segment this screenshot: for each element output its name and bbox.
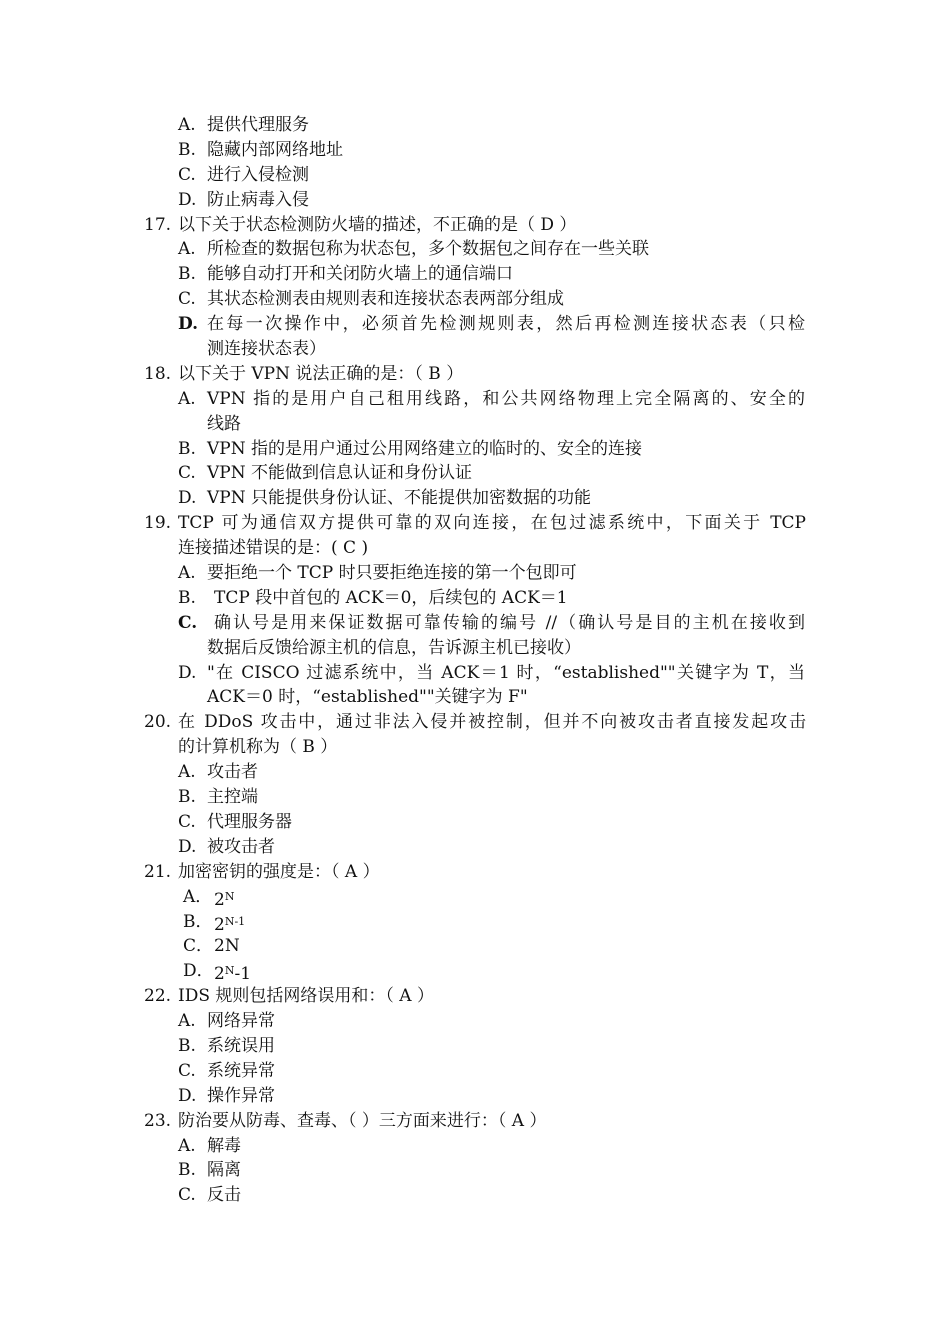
option-text: VPN 只能提供身份认证、不能提供加密数据的功能 bbox=[207, 488, 591, 509]
option-text: 网络异常 bbox=[207, 1011, 275, 1032]
option-letter: A. bbox=[178, 1011, 196, 1032]
option-letter: D. bbox=[178, 189, 197, 210]
option-line bbox=[0, 611, 950, 636]
option-line bbox=[0, 1134, 950, 1159]
option-line bbox=[0, 785, 950, 810]
formula-base: 2 bbox=[214, 914, 225, 935]
formula-base: 2 bbox=[214, 964, 225, 985]
option-letter: C. bbox=[178, 289, 196, 310]
option-line bbox=[0, 910, 950, 935]
option-line bbox=[0, 885, 950, 910]
option-text: 在每一次操作中，必须首先检测规则表，然后再检测连接状态表（只检 bbox=[207, 314, 805, 335]
question-text: TCP 可为通信双方提供可靠的双向连接，在包过滤系统中，下面关于 TCP bbox=[178, 513, 806, 534]
option-text: VPN 指的是用户通过公用网络建立的临时的、安全的连接 bbox=[207, 438, 642, 459]
option-text: 所检查的数据包称为状态包，多个数据包之间存在一些关联 bbox=[207, 239, 649, 260]
question-21 bbox=[0, 860, 950, 885]
option-text: 代理服务器 bbox=[207, 811, 292, 832]
question-number: 23. bbox=[144, 1110, 172, 1131]
document-page bbox=[0, 113, 950, 1208]
option-line bbox=[0, 1059, 950, 1084]
option-letter: B. bbox=[178, 787, 196, 808]
option-letter: B. bbox=[178, 1035, 196, 1056]
option-line bbox=[0, 486, 950, 511]
option-text: 隐藏内部网络地址 bbox=[207, 139, 343, 160]
option-text: 隔离 bbox=[207, 1160, 241, 1181]
option-letter: C. bbox=[178, 1060, 196, 1081]
option-letter: A. bbox=[178, 1135, 196, 1156]
option-line bbox=[0, 163, 950, 188]
option-letter: D. bbox=[178, 662, 197, 683]
option-line bbox=[0, 287, 950, 312]
option-line bbox=[0, 387, 950, 412]
option-text: 主控端 bbox=[207, 787, 258, 808]
option-letter: A． bbox=[183, 886, 213, 907]
question-text: 以下关于 VPN 说法正确的是：（ B ） bbox=[178, 363, 464, 384]
question-19 bbox=[0, 511, 950, 536]
question-text: IDS 规则包括网络误用和：（ A ） bbox=[178, 986, 434, 1007]
question-text: 在 DDoS 攻击中，通过非法入侵并被控制，但并不向被攻击者直接发起攻击 bbox=[178, 712, 806, 733]
question-text: 加密密钥的强度是：（ A ） bbox=[178, 861, 380, 882]
option-line bbox=[0, 237, 950, 262]
option-formula bbox=[214, 959, 251, 987]
option-formula bbox=[214, 934, 240, 959]
option-letter: D． bbox=[183, 961, 214, 982]
option-continuation bbox=[0, 337, 950, 362]
option-letter: D. bbox=[178, 836, 197, 857]
option-text-continued: 线路 bbox=[207, 413, 241, 434]
option-letter: C． bbox=[183, 936, 214, 957]
option-text: 能够自动打开和关闭防火墙上的通信端口 bbox=[207, 264, 513, 285]
option-letter: B. bbox=[178, 587, 196, 608]
question-18 bbox=[0, 362, 950, 387]
option-line bbox=[0, 561, 950, 586]
formula-suffix: -1 bbox=[234, 964, 252, 985]
option-text: 要拒绝一个 TCP 时只要拒绝连接的第一个包即可 bbox=[207, 563, 577, 584]
question-17 bbox=[0, 213, 950, 238]
option-line bbox=[0, 188, 950, 213]
option-line bbox=[0, 586, 950, 611]
question-number: 22. bbox=[144, 986, 172, 1007]
option-letter: C. bbox=[178, 164, 196, 185]
option-text: 防止病毒入侵 bbox=[207, 189, 309, 210]
option-text: 进行入侵检测 bbox=[207, 164, 309, 185]
option-letter: B. bbox=[178, 264, 196, 285]
option-text: 解毒 bbox=[207, 1135, 241, 1156]
option-text-continued: ACK＝0 时，“established""关键字为 F" bbox=[207, 687, 528, 708]
question-number: 21. bbox=[144, 861, 172, 882]
question-text: 以下关于状态检测防火墙的描述，不正确的是（ D ） bbox=[178, 214, 577, 235]
option-line bbox=[0, 437, 950, 462]
question-22 bbox=[0, 984, 950, 1009]
option-letter: B． bbox=[183, 911, 213, 932]
question-number: 17. bbox=[144, 214, 172, 235]
option-formula bbox=[214, 910, 245, 938]
option-text: 确认号是用来保证数据可靠传输的编号 //（确认号是目的主机在接收到 bbox=[214, 612, 805, 633]
option-line bbox=[0, 1158, 950, 1183]
question-number: 19. bbox=[144, 513, 172, 534]
option-line bbox=[0, 835, 950, 860]
formula-exponent: N bbox=[224, 964, 235, 978]
option-line bbox=[0, 113, 950, 138]
option-text: 攻击者 bbox=[207, 762, 258, 783]
option-line bbox=[0, 661, 950, 686]
option-line bbox=[0, 461, 950, 486]
question-text: 防治要从防毒、查毒、（ ）三方面来进行：（ A ） bbox=[178, 1110, 547, 1131]
question-number: 18. bbox=[144, 363, 172, 384]
option-letter: A. bbox=[178, 563, 196, 584]
option-letter: B. bbox=[178, 139, 196, 160]
option-text: 系统异常 bbox=[207, 1060, 275, 1081]
option-letter: C. bbox=[178, 811, 196, 832]
option-line bbox=[0, 1034, 950, 1059]
question-text-continued: 的计算机称为（ B ） bbox=[178, 737, 338, 758]
option-text: 被攻击者 bbox=[207, 836, 275, 857]
option-continuation bbox=[0, 412, 950, 437]
option-text: "在 CISCO 过滤系统中，当 ACK＝1 时，“established""关键字为 T，当 bbox=[207, 662, 805, 683]
question-20 bbox=[0, 710, 950, 735]
option-text: VPN 指的是用户自己租用线路，和公共网络物理上完全隔离的、安全的 bbox=[207, 388, 805, 409]
option-line bbox=[0, 810, 950, 835]
option-line bbox=[0, 959, 950, 984]
option-line bbox=[0, 1183, 950, 1208]
option-text-continued: 数据后反馈给源主机的信息，告诉源主机已接收） bbox=[207, 637, 581, 658]
option-text: 反击 bbox=[207, 1185, 241, 1206]
option-letter: A. bbox=[178, 388, 196, 409]
option-line bbox=[0, 312, 950, 337]
question-number: 20. bbox=[144, 712, 172, 733]
question-text-continued: 连接描述错误的是：( C ) bbox=[178, 538, 369, 559]
option-line bbox=[0, 262, 950, 287]
formula-base: 2 bbox=[214, 889, 225, 910]
option-text: 系统误用 bbox=[207, 1035, 275, 1056]
formula-base: 2N bbox=[214, 936, 240, 957]
question-continuation bbox=[0, 735, 950, 760]
question-continuation bbox=[0, 536, 950, 561]
option-line bbox=[0, 138, 950, 163]
option-letter: A. bbox=[178, 115, 196, 135]
option-letter: B. bbox=[178, 1160, 196, 1181]
option-letter-answer: D. bbox=[178, 314, 199, 335]
option-letter-answer: C. bbox=[178, 612, 198, 633]
formula-exponent: N-1 bbox=[224, 914, 246, 928]
option-letter: D. bbox=[178, 1085, 197, 1106]
option-line bbox=[0, 934, 950, 959]
option-line bbox=[0, 1009, 950, 1034]
option-letter: C. bbox=[178, 1185, 196, 1206]
option-letter: A. bbox=[178, 239, 196, 260]
formula-exponent: N bbox=[224, 889, 235, 903]
option-letter: D. bbox=[178, 488, 197, 509]
option-line bbox=[0, 760, 950, 785]
option-letter: B. bbox=[178, 438, 196, 459]
option-letter: A. bbox=[178, 762, 196, 783]
option-formula bbox=[214, 885, 234, 913]
option-letter: C. bbox=[178, 463, 196, 484]
option-text: 其状态检测表由规则表和连接状态表两部分组成 bbox=[207, 289, 564, 310]
option-text-continued: 测连接状态表） bbox=[207, 339, 326, 360]
option-text: 操作异常 bbox=[207, 1085, 275, 1106]
option-continuation bbox=[0, 685, 950, 710]
option-line bbox=[0, 1084, 950, 1109]
option-continuation bbox=[0, 636, 950, 661]
option-text: TCP 段中首包的 ACK＝0，后续包的 ACK＝1 bbox=[214, 587, 568, 608]
question-23 bbox=[0, 1109, 950, 1134]
option-text: VPN 不能做到信息认证和身份认证 bbox=[207, 463, 472, 484]
option-text: 提供代理服务 bbox=[207, 115, 309, 135]
